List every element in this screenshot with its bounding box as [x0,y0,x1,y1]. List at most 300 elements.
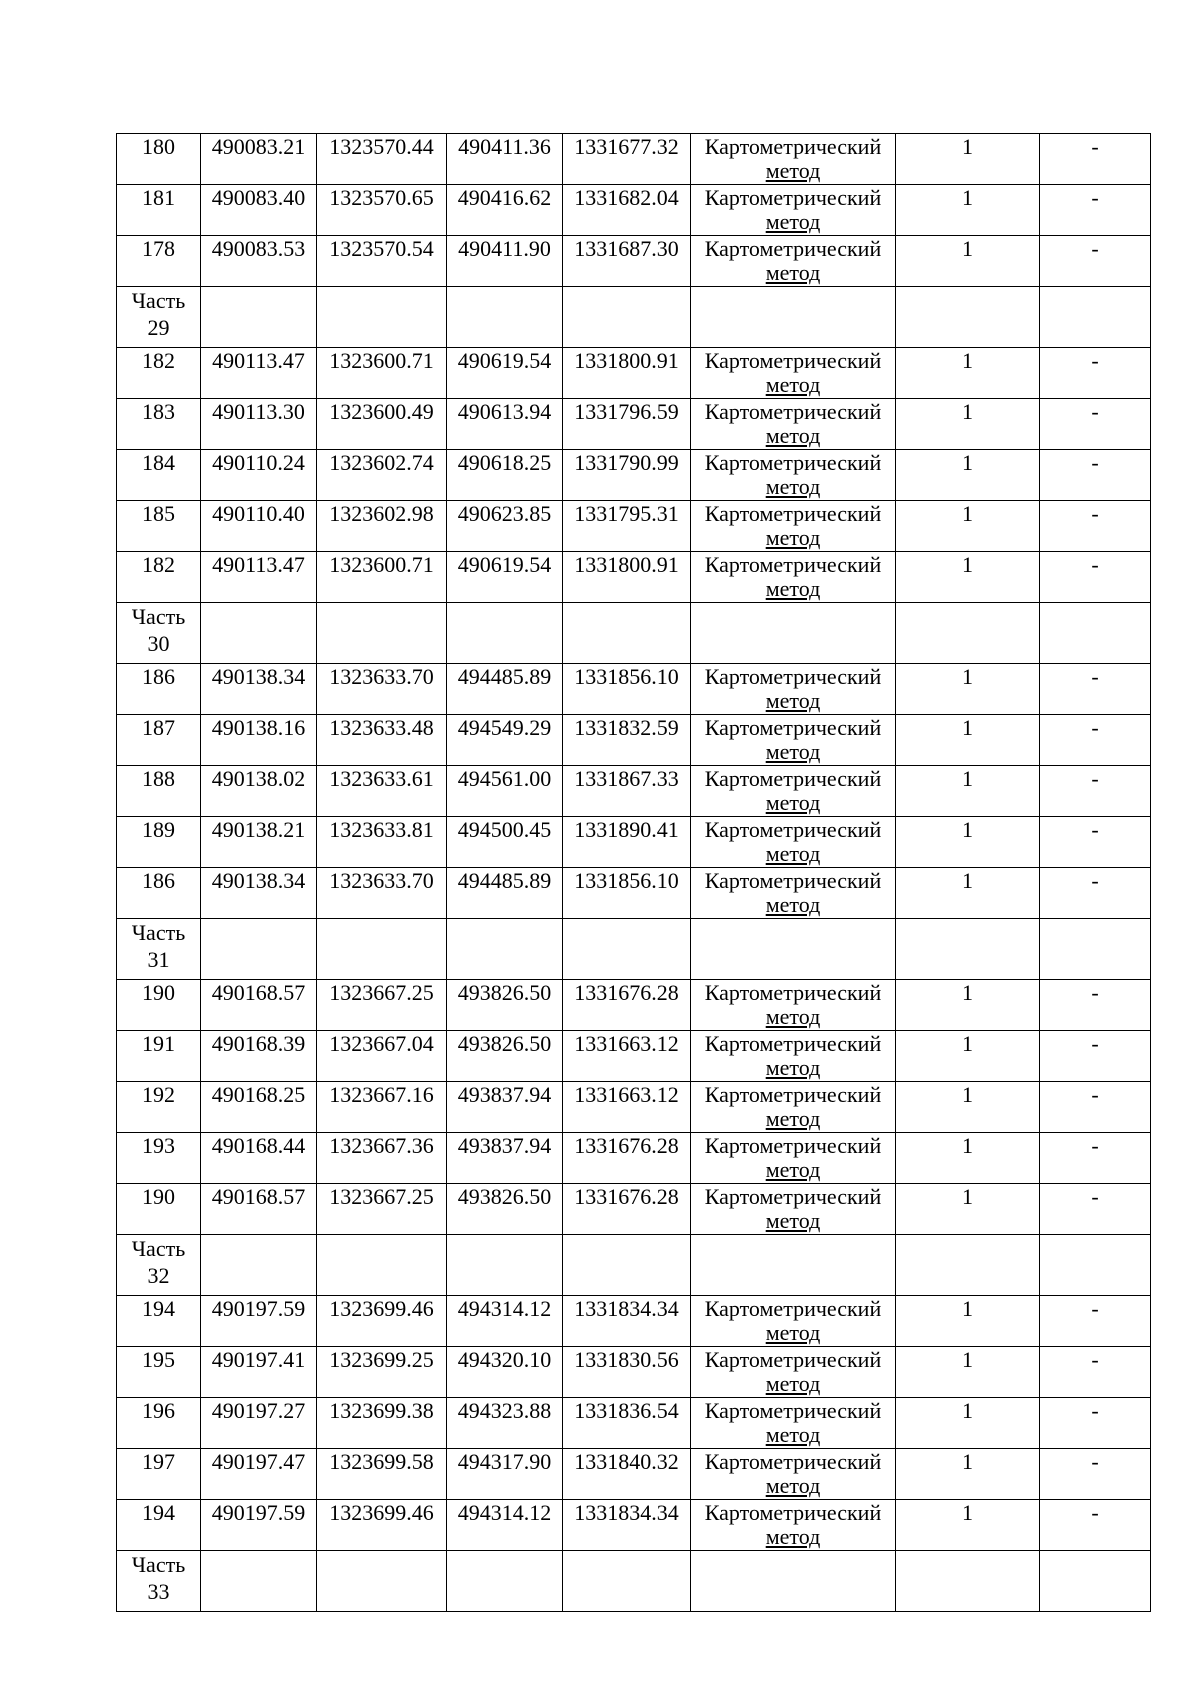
empty-cell [691,919,896,980]
part-label-word: Часть [131,1236,186,1261]
method-line1: Картометрический [704,134,882,159]
y-new-cell: 1331856.10 [563,868,691,919]
method-line1: Картометрический [704,1031,882,1056]
part-number: 32 [147,1263,170,1288]
method-line1: Картометрический [704,1398,882,1423]
empty-cell [201,603,317,664]
method-line1: Картометрический [704,664,882,689]
x-new-cell: 494320.10 [447,1347,563,1398]
y-new-cell: 1331790.99 [563,450,691,501]
table-row [117,1347,1151,1398]
empty-cell [317,1235,447,1296]
part-header-row [117,287,1151,348]
x-new-cell: 490416.62 [447,185,563,236]
empty-cell [563,287,691,348]
empty-cell [447,287,563,348]
note-cell: - [1040,450,1151,501]
table-row [117,980,1151,1031]
table-row [117,134,1151,185]
accuracy-cell: 1 [896,1296,1040,1347]
point-number-cell: 187 [117,715,201,766]
empty-cell [1040,287,1151,348]
y-new-cell: 1331663.12 [563,1031,691,1082]
empty-cell [1040,919,1151,980]
y-new-cell: 1331830.56 [563,1347,691,1398]
y-old-cell: 1323570.65 [317,185,447,236]
method-line2: метод [765,739,821,764]
y-old-cell: 1323667.16 [317,1082,447,1133]
note-cell: - [1040,1031,1151,1082]
x-new-cell: 490619.54 [447,552,563,603]
x-new-cell: 493826.50 [447,980,563,1031]
y-old-cell: 1323667.36 [317,1133,447,1184]
x-new-cell: 494314.12 [447,1500,563,1551]
method-line1: Картометрический [704,1184,882,1209]
method-line2: метод [765,260,821,285]
table-row [117,868,1151,919]
method-cell [691,501,896,552]
x-new-cell: 493826.50 [447,1184,563,1235]
table-row [117,817,1151,868]
part-number: 33 [147,1579,170,1604]
method-line1: Картометрический [704,1133,882,1158]
method-cell [691,1296,896,1347]
point-number-cell: 191 [117,1031,201,1082]
table-row [117,664,1151,715]
empty-cell [317,603,447,664]
table-row [117,1296,1151,1347]
table-row [117,1031,1151,1082]
method-line2: метод [765,790,821,815]
x-old-cell: 490110.40 [201,501,317,552]
method-line2: метод [765,1055,821,1080]
point-number-cell: 197 [117,1449,201,1500]
method-cell [691,1449,896,1500]
empty-cell [201,1551,317,1612]
part-header-row [117,1551,1151,1612]
method-line1: Картометрический [704,1082,882,1107]
table-row [117,1133,1151,1184]
part-number: 29 [147,315,170,340]
empty-cell [317,919,447,980]
y-old-cell: 1323667.04 [317,1031,447,1082]
note-cell: - [1040,501,1151,552]
method-line1: Картометрический [704,1449,882,1474]
x-old-cell: 490138.34 [201,868,317,919]
x-new-cell: 490619.54 [447,348,563,399]
empty-cell [896,603,1040,664]
accuracy-cell: 1 [896,817,1040,868]
point-number-cell: 190 [117,1184,201,1235]
table-body [117,134,1151,1612]
method-line1: Картометрический [704,1500,882,1525]
accuracy-cell: 1 [896,134,1040,185]
point-number-cell: 186 [117,868,201,919]
method-cell [691,868,896,919]
accuracy-cell: 1 [896,399,1040,450]
method-line1: Картометрический [704,817,882,842]
method-line1: Картометрический [704,715,882,740]
accuracy-cell: 1 [896,450,1040,501]
table-row [117,185,1151,236]
point-number-cell: 194 [117,1500,201,1551]
point-number-cell: 192 [117,1082,201,1133]
method-cell [691,134,896,185]
x-new-cell: 494485.89 [447,664,563,715]
method-cell [691,1184,896,1235]
method-line1: Картометрический [704,980,882,1005]
y-old-cell: 1323633.61 [317,766,447,817]
part-number: 30 [147,631,170,656]
empty-cell [1040,1235,1151,1296]
x-old-cell: 490113.47 [201,552,317,603]
accuracy-cell: 1 [896,1082,1040,1133]
x-new-cell: 494485.89 [447,868,563,919]
method-line2: метод [765,423,821,448]
x-old-cell: 490083.53 [201,236,317,287]
part-label-cell [117,287,201,348]
method-line2: метод [765,1320,821,1345]
y-new-cell: 1331800.91 [563,348,691,399]
method-line2: метод [765,1524,821,1549]
method-line2: метод [765,841,821,866]
note-cell: - [1040,868,1151,919]
method-cell [691,664,896,715]
part-label-cell [117,1551,201,1612]
empty-cell [201,1235,317,1296]
method-line2: метод [765,576,821,601]
accuracy-cell: 1 [896,1133,1040,1184]
method-line1: Картометрический [704,1347,882,1372]
y-new-cell: 1331676.28 [563,1184,691,1235]
method-line2: метод [765,474,821,499]
y-new-cell: 1331834.34 [563,1296,691,1347]
point-number-cell: 180 [117,134,201,185]
empty-cell [691,1551,896,1612]
accuracy-cell: 1 [896,501,1040,552]
x-old-cell: 490197.59 [201,1500,317,1551]
x-old-cell: 490168.57 [201,980,317,1031]
y-old-cell: 1323600.71 [317,552,447,603]
note-cell: - [1040,552,1151,603]
method-cell [691,450,896,501]
x-new-cell: 493826.50 [447,1031,563,1082]
note-cell: - [1040,980,1151,1031]
x-new-cell: 494314.12 [447,1296,563,1347]
method-line2: метод [765,1422,821,1447]
x-old-cell: 490197.59 [201,1296,317,1347]
y-old-cell: 1323699.38 [317,1398,447,1449]
table-row [117,399,1151,450]
accuracy-cell: 1 [896,715,1040,766]
point-number-cell: 196 [117,1398,201,1449]
accuracy-cell: 1 [896,1031,1040,1082]
y-new-cell: 1331840.32 [563,1449,691,1500]
point-number-cell: 193 [117,1133,201,1184]
y-old-cell: 1323602.98 [317,501,447,552]
y-old-cell: 1323602.74 [317,450,447,501]
table-row [117,236,1151,287]
y-new-cell: 1331687.30 [563,236,691,287]
y-old-cell: 1323570.44 [317,134,447,185]
x-new-cell: 490411.36 [447,134,563,185]
part-label-cell [117,1235,201,1296]
method-cell [691,766,896,817]
method-cell [691,1082,896,1133]
x-new-cell: 490411.90 [447,236,563,287]
y-old-cell: 1323633.48 [317,715,447,766]
empty-cell [563,603,691,664]
note-cell: - [1040,715,1151,766]
x-old-cell: 490138.16 [201,715,317,766]
empty-cell [896,919,1040,980]
table-row [117,1398,1151,1449]
method-line2: метод [765,688,821,713]
empty-cell [317,287,447,348]
empty-cell [201,287,317,348]
method-line1: Картометрический [704,185,882,210]
x-old-cell: 490168.44 [201,1133,317,1184]
method-line2: метод [765,1208,821,1233]
table-row [117,1449,1151,1500]
y-new-cell: 1331676.28 [563,1133,691,1184]
empty-cell [447,1235,563,1296]
x-old-cell: 490168.25 [201,1082,317,1133]
method-cell [691,980,896,1031]
point-number-cell: 190 [117,980,201,1031]
method-cell [691,715,896,766]
method-cell [691,552,896,603]
part-label-word: Часть [131,288,186,313]
x-new-cell: 493837.94 [447,1082,563,1133]
empty-cell [447,919,563,980]
x-old-cell: 490113.30 [201,399,317,450]
x-new-cell: 494500.45 [447,817,563,868]
note-cell: - [1040,1398,1151,1449]
x-old-cell: 490138.34 [201,664,317,715]
method-line2: метод [765,892,821,917]
x-old-cell: 490197.47 [201,1449,317,1500]
method-cell [691,348,896,399]
y-old-cell: 1323633.81 [317,817,447,868]
accuracy-cell: 1 [896,348,1040,399]
part-number: 31 [147,947,170,972]
table-row [117,552,1151,603]
x-old-cell: 490083.40 [201,185,317,236]
method-line1: Картометрический [704,766,882,791]
x-new-cell: 490623.85 [447,501,563,552]
x-new-cell: 494561.00 [447,766,563,817]
point-number-cell: 181 [117,185,201,236]
note-cell: - [1040,1184,1151,1235]
point-number-cell: 189 [117,817,201,868]
empty-cell [896,287,1040,348]
accuracy-cell: 1 [896,236,1040,287]
y-old-cell: 1323600.71 [317,348,447,399]
y-new-cell: 1331832.59 [563,715,691,766]
method-line2: метод [765,158,821,183]
point-number-cell: 194 [117,1296,201,1347]
method-line1: Картометрический [704,868,882,893]
y-new-cell: 1331867.33 [563,766,691,817]
x-new-cell: 494317.90 [447,1449,563,1500]
point-number-cell: 183 [117,399,201,450]
y-new-cell: 1331836.54 [563,1398,691,1449]
method-cell [691,185,896,236]
y-old-cell: 1323570.54 [317,236,447,287]
method-line1: Картометрический [704,501,882,526]
accuracy-cell: 1 [896,980,1040,1031]
empty-cell [896,1551,1040,1612]
y-new-cell: 1331856.10 [563,664,691,715]
empty-cell [896,1235,1040,1296]
accuracy-cell: 1 [896,868,1040,919]
y-new-cell: 1331890.41 [563,817,691,868]
y-new-cell: 1331796.59 [563,399,691,450]
table-row [117,766,1151,817]
point-number-cell: 178 [117,236,201,287]
x-old-cell: 490083.21 [201,134,317,185]
y-new-cell: 1331663.12 [563,1082,691,1133]
coordinates-table [116,133,1151,1612]
point-number-cell: 186 [117,664,201,715]
empty-cell [563,1551,691,1612]
y-old-cell: 1323633.70 [317,664,447,715]
x-old-cell: 490197.41 [201,1347,317,1398]
method-line1: Картометрический [704,552,882,577]
y-new-cell: 1331795.31 [563,501,691,552]
part-header-row [117,1235,1151,1296]
part-label-word: Часть [131,920,186,945]
accuracy-cell: 1 [896,1449,1040,1500]
part-label-word: Часть [131,1552,186,1577]
method-cell [691,1133,896,1184]
empty-cell [691,287,896,348]
x-new-cell: 494323.88 [447,1398,563,1449]
y-old-cell: 1323600.49 [317,399,447,450]
method-line2: метод [765,525,821,550]
table-row [117,1082,1151,1133]
note-cell: - [1040,236,1151,287]
accuracy-cell: 1 [896,766,1040,817]
x-old-cell: 490168.39 [201,1031,317,1082]
note-cell: - [1040,766,1151,817]
method-line2: метод [765,1473,821,1498]
point-number-cell: 184 [117,450,201,501]
y-old-cell: 1323699.46 [317,1500,447,1551]
x-new-cell: 490618.25 [447,450,563,501]
y-new-cell: 1331800.91 [563,552,691,603]
part-label-word: Часть [131,604,186,629]
x-old-cell: 490138.21 [201,817,317,868]
method-cell [691,1500,896,1551]
table-row [117,501,1151,552]
x-new-cell: 490613.94 [447,399,563,450]
method-line1: Картометрический [704,1296,882,1321]
x-old-cell: 490110.24 [201,450,317,501]
point-number-cell: 188 [117,766,201,817]
method-line1: Картометрический [704,450,882,475]
note-cell: - [1040,399,1151,450]
note-cell: - [1040,1500,1151,1551]
empty-cell [1040,1551,1151,1612]
x-old-cell: 490138.02 [201,766,317,817]
table-row [117,348,1151,399]
empty-cell [563,1235,691,1296]
accuracy-cell: 1 [896,185,1040,236]
y-new-cell: 1331676.28 [563,980,691,1031]
y-new-cell: 1331834.34 [563,1500,691,1551]
y-old-cell: 1323667.25 [317,980,447,1031]
part-header-row [117,919,1151,980]
empty-cell [447,603,563,664]
note-cell: - [1040,1133,1151,1184]
table-row [117,1500,1151,1551]
empty-cell [691,603,896,664]
note-cell: - [1040,1449,1151,1500]
y-old-cell: 1323633.70 [317,868,447,919]
x-old-cell: 490168.57 [201,1184,317,1235]
note-cell: - [1040,1296,1151,1347]
accuracy-cell: 1 [896,664,1040,715]
coordinates-table-page [116,133,1150,1604]
y-old-cell: 1323699.46 [317,1296,447,1347]
method-line2: метод [765,1157,821,1182]
note-cell: - [1040,1082,1151,1133]
accuracy-cell: 1 [896,552,1040,603]
y-new-cell: 1331682.04 [563,185,691,236]
empty-cell [201,919,317,980]
accuracy-cell: 1 [896,1184,1040,1235]
note-cell: - [1040,1347,1151,1398]
empty-cell [1040,603,1151,664]
method-line2: метод [765,1106,821,1131]
note-cell: - [1040,185,1151,236]
y-old-cell: 1323699.58 [317,1449,447,1500]
point-number-cell: 195 [117,1347,201,1398]
note-cell: - [1040,817,1151,868]
x-old-cell: 490197.27 [201,1398,317,1449]
point-number-cell: 185 [117,501,201,552]
method-line2: метод [765,1371,821,1396]
table-row [117,450,1151,501]
empty-cell [563,919,691,980]
empty-cell [447,1551,563,1612]
method-cell [691,1347,896,1398]
method-cell [691,1398,896,1449]
note-cell: - [1040,348,1151,399]
note-cell: - [1040,134,1151,185]
part-label-cell [117,919,201,980]
method-line1: Картометрический [704,236,882,261]
y-old-cell: 1323699.25 [317,1347,447,1398]
x-new-cell: 493837.94 [447,1133,563,1184]
y-old-cell: 1323667.25 [317,1184,447,1235]
empty-cell [317,1551,447,1612]
method-line2: метод [765,1004,821,1029]
y-new-cell: 1331677.32 [563,134,691,185]
method-cell [691,817,896,868]
accuracy-cell: 1 [896,1500,1040,1551]
x-new-cell: 494549.29 [447,715,563,766]
method-line1: Картометрический [704,399,882,424]
point-number-cell: 182 [117,348,201,399]
table-row [117,715,1151,766]
accuracy-cell: 1 [896,1347,1040,1398]
table-row [117,1184,1151,1235]
method-line2: метод [765,372,821,397]
method-cell [691,399,896,450]
